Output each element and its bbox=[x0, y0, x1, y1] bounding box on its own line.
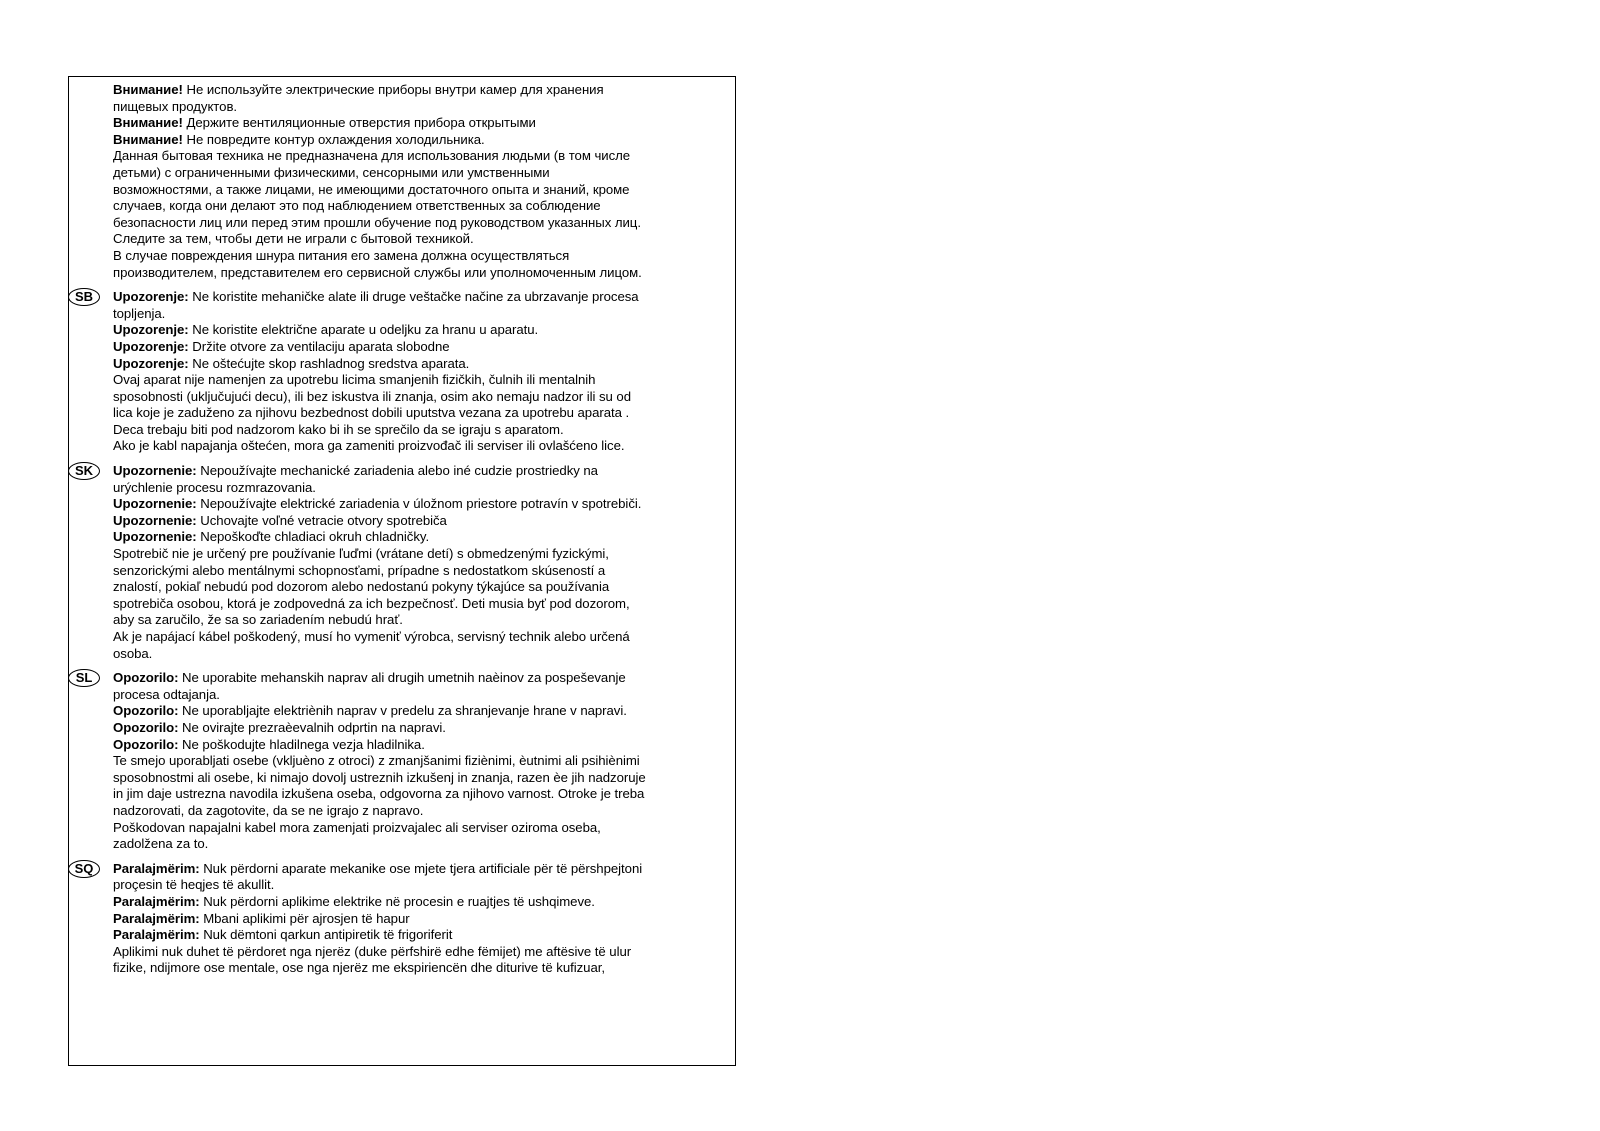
text-line bbox=[113, 563, 713, 580]
warning-label: Paralajmërim: bbox=[113, 860, 200, 876]
text-line bbox=[113, 438, 713, 455]
text-line bbox=[113, 529, 713, 546]
line-text: пищевых продуктов. bbox=[113, 98, 238, 114]
line-text: Держите вентиляционные отверстия прибора открытыми bbox=[182, 115, 536, 131]
line-text: Ne koristite električne aparate u odeljku za hranu u aparatu. bbox=[188, 322, 539, 338]
language-badge: SQ bbox=[68, 860, 100, 878]
line-text: senzorickými alebo mentálnymi schopnosťami, prípadne s nedostatkom skúseností a bbox=[113, 562, 606, 578]
warning-label: Opozorilo: bbox=[113, 719, 179, 735]
text-line bbox=[113, 770, 713, 787]
text-line bbox=[113, 687, 713, 704]
text-line bbox=[113, 786, 713, 803]
line-text: Следите за тем, чтобы дети не играли с бытовой техникой. bbox=[113, 231, 474, 247]
text-line bbox=[113, 596, 713, 613]
text-line bbox=[113, 422, 713, 439]
text-line bbox=[113, 703, 713, 720]
text-line bbox=[113, 306, 713, 323]
text-line bbox=[113, 389, 713, 406]
warning-label: Upozorenje: bbox=[113, 289, 189, 305]
text-line bbox=[113, 927, 713, 944]
line-text: lica koje je zaduženo za njihovu bezbednost dobili uputstva vezana za upotrebu aparata . bbox=[113, 405, 630, 421]
text-line bbox=[113, 248, 713, 265]
line-text: Mbani aplikimi për ajrosjen të hapur bbox=[199, 910, 410, 926]
document-body bbox=[74, 82, 713, 985]
text-line bbox=[113, 579, 713, 596]
text-line bbox=[113, 265, 713, 282]
warning-label: Opozorilo: bbox=[113, 736, 179, 752]
line-text: Ne uporabite mehanskih naprav ali drugih umetnih naèinov za pospeševanje bbox=[178, 670, 626, 686]
text-line bbox=[113, 356, 713, 373]
line-text: Držite otvore za ventilaciju aparata slobodne bbox=[188, 338, 450, 354]
text-line bbox=[113, 646, 713, 663]
line-text: Ne uporabljajte elektriènih naprav v predelu za shranjevanje hrane v napravi. bbox=[178, 703, 627, 719]
text-line bbox=[113, 737, 713, 754]
text-line bbox=[113, 803, 713, 820]
line-text: znalostí, pokiaľ nebudú pod dozorom alebo nedostanú pokyny týkajúce sa používania bbox=[113, 579, 610, 595]
text-line bbox=[113, 944, 713, 961]
warning-label: Внимание! bbox=[113, 82, 183, 97]
line-text: sposobnosti (uključujući decu), ili bez iskustva ili znanja, osim ako nemaju nadzor ili su od bbox=[113, 388, 631, 404]
text-line bbox=[113, 82, 713, 99]
text-line bbox=[113, 198, 713, 215]
text-line bbox=[113, 405, 713, 422]
line-text: производителем, представителем его сервисной службы или уполномоченным лицом. bbox=[113, 264, 642, 280]
warning-label: Paralajmërim: bbox=[113, 910, 200, 926]
warning-label: Upozorenje: bbox=[113, 322, 189, 338]
line-text: aby sa zaručilo, že sa so zariadením nebudú hrať. bbox=[113, 612, 403, 628]
line-text: in jim daje ustrezna navodila izkušena oseba, odgovorna za njihovo varnost. Otroke je treba bbox=[113, 786, 645, 802]
section-sl bbox=[75, 670, 713, 853]
warning-label: Paralajmërim: bbox=[113, 927, 200, 943]
text-line bbox=[113, 182, 713, 199]
text-line bbox=[113, 513, 713, 530]
line-text: Ak je napájací kábel poškodený, musí ho vymeniť výrobca, servisný technik alebo určená bbox=[113, 629, 630, 644]
text-line bbox=[113, 322, 713, 339]
line-text: Ne poškodujte hladilnega vezja hladilnika. bbox=[178, 736, 425, 752]
line-text: Ako je kabl napajanja oštećen, mora ga zameniti proizvođač ili serviser ili ovlašćeno lice. bbox=[113, 438, 625, 454]
warning-label: Внимание! bbox=[113, 115, 183, 131]
text-line bbox=[113, 463, 713, 480]
text-line bbox=[113, 132, 713, 149]
text-line bbox=[113, 960, 713, 977]
line-text: Ne koristite mehaničke alate ili druge veštačke načine za ubrzavanje procesa bbox=[188, 289, 639, 305]
language-badge: SB bbox=[68, 288, 100, 306]
warning-label: Upozornenie: bbox=[113, 496, 197, 512]
warning-label: Upozorenje: bbox=[113, 355, 189, 371]
language-badge: SL bbox=[68, 669, 100, 687]
warning-label: Upozornenie: bbox=[113, 463, 197, 479]
text-line bbox=[113, 629, 713, 646]
warning-label: Внимание! bbox=[113, 131, 183, 147]
line-text: sposobnostmi ali osebe, ki nimajo dovolj ustreznih izkušenj in znanja, razen èe jih nadzoruje bbox=[113, 769, 646, 785]
line-text: procesa odtajanja. bbox=[113, 686, 220, 702]
line-text: Nepoužívajte mechanické zariadenia alebo iné cudzie prostriedky na bbox=[196, 463, 598, 479]
text-line bbox=[113, 753, 713, 770]
text-line bbox=[113, 546, 713, 563]
warning-label: Opozorilo: bbox=[113, 670, 179, 686]
line-text: Не используйте электрические приборы внутри камер для хранения bbox=[182, 82, 604, 97]
warning-label: Upozornenie: bbox=[113, 529, 197, 545]
line-text: proçesin të heqjes të akullit. bbox=[113, 877, 275, 893]
line-text: fizike, ndijmore ose mentale, ose nga njerëz me ekspiriencën dhe diturive të kufizuar, bbox=[113, 960, 605, 976]
line-text: Te smejo uporabljati osebe (vkljuèno z otroci) z zmanjšanimi fiziènimi, èutnimi ali psihiènimi bbox=[113, 753, 640, 769]
text-line bbox=[113, 820, 713, 837]
line-text: osoba. bbox=[113, 645, 153, 661]
warning-label: Paralajmërim: bbox=[113, 893, 200, 909]
line-text: Данная бытовая техника не предназначена для использования людьми (в том числе bbox=[113, 148, 631, 164]
line-text: Nuk përdorni aplikime elektrike në procesin e ruajtjes të ushqimeve. bbox=[199, 893, 595, 909]
text-line bbox=[113, 496, 713, 513]
text-line bbox=[113, 231, 713, 248]
line-text: Poškodovan napajalni kabel mora zamenjati proizvajalec ali serviser oziroma oseba, bbox=[113, 819, 601, 835]
text-line bbox=[113, 215, 713, 232]
text-line bbox=[113, 670, 713, 687]
section-sb bbox=[75, 289, 713, 455]
warning-label: Opozorilo: bbox=[113, 703, 179, 719]
line-text: Ovaj aparat nije namenjen za upotrebu licima smanjenih fizičkih, čulnih ili mentalnih bbox=[113, 372, 596, 388]
warning-label: Upozornenie: bbox=[113, 512, 197, 528]
line-text: случаев, когда они делают это под наблюдением ответственных за соблюдение bbox=[113, 198, 601, 214]
text-line bbox=[113, 480, 713, 497]
section-sk bbox=[75, 463, 713, 662]
text-line bbox=[113, 911, 713, 928]
line-text: Ne oštećujte skop rashladnog sredstva aparata. bbox=[188, 355, 470, 371]
text-line bbox=[113, 165, 713, 182]
line-text: topljenja. bbox=[113, 305, 166, 321]
line-text: nadzorovati, da zagotovite, da se ne igrajo z napravo. bbox=[113, 802, 424, 818]
text-line bbox=[113, 894, 713, 911]
line-text: spotrebiča osobou, ktorá je zodpovedná za ich bezpečnosť. Deti musia byť pod dozorom, bbox=[113, 595, 630, 611]
line-text: Ne ovirajte prezraèevalnih odprtin na napravi. bbox=[178, 719, 446, 735]
line-text: zadolžena za to. bbox=[113, 836, 209, 852]
line-text: Spotrebič nie je určený pre používanie ľuďmi (vrátane detí) s obmedzenými fyzickými, bbox=[113, 546, 609, 562]
language-badge: SK bbox=[68, 462, 100, 480]
line-text: В случае повреждения шнура питания его замена должна осуществляться bbox=[113, 247, 570, 263]
text-line bbox=[113, 877, 713, 894]
line-text: безопасности лиц или перед этим прошли обучение под руководством указанных лиц. bbox=[113, 214, 641, 230]
line-text: Nuk përdorni aparate mekanike ose mjete tjera artificiale për të përshpejtoni bbox=[199, 860, 643, 876]
text-line bbox=[113, 99, 713, 116]
line-text: Deca trebaju biti pod nadzorom kako bi ih se sprečilo da se igraju s aparatom. bbox=[113, 421, 564, 437]
line-text: Nuk dëmtoni qarkun antipiretik të frigoriferit bbox=[199, 927, 453, 943]
text-line bbox=[113, 612, 713, 629]
line-text: возможностями, а также лицами, не имеющими достаточного опыта и знаний, кроме bbox=[113, 181, 630, 197]
text-line bbox=[113, 836, 713, 853]
warning-label: Upozorenje: bbox=[113, 338, 189, 354]
text-line bbox=[113, 372, 713, 389]
text-line bbox=[113, 339, 713, 356]
line-text: Nepoškoďte chladiaci okruh chladničky. bbox=[196, 529, 430, 545]
line-text: Не повредите контур охлаждения холодильника. bbox=[182, 131, 485, 147]
section-intro bbox=[113, 82, 713, 281]
text-line bbox=[113, 148, 713, 165]
section-sq bbox=[74, 860, 713, 977]
text-line bbox=[113, 861, 713, 878]
text-line bbox=[113, 720, 713, 737]
line-text: Aplikimi nuk duhet të përdoret nga njerëz (duke përfshirë edhe fëmijet) me aftësive të ulur bbox=[113, 943, 632, 959]
text-line bbox=[113, 115, 713, 132]
text-line bbox=[113, 289, 713, 306]
line-text: Nepoužívajte elektrické zariadenia v úložnom priestore potravín v spotrebiči. bbox=[196, 496, 642, 512]
line-text: urýchlenie procesu rozmrazovania. bbox=[113, 479, 316, 495]
line-text: Uchovajte voľné vetracie otvory spotrebiča bbox=[196, 512, 447, 528]
line-text: детьми) с ограниченными физическими, сенсорными или умственными bbox=[113, 164, 550, 180]
